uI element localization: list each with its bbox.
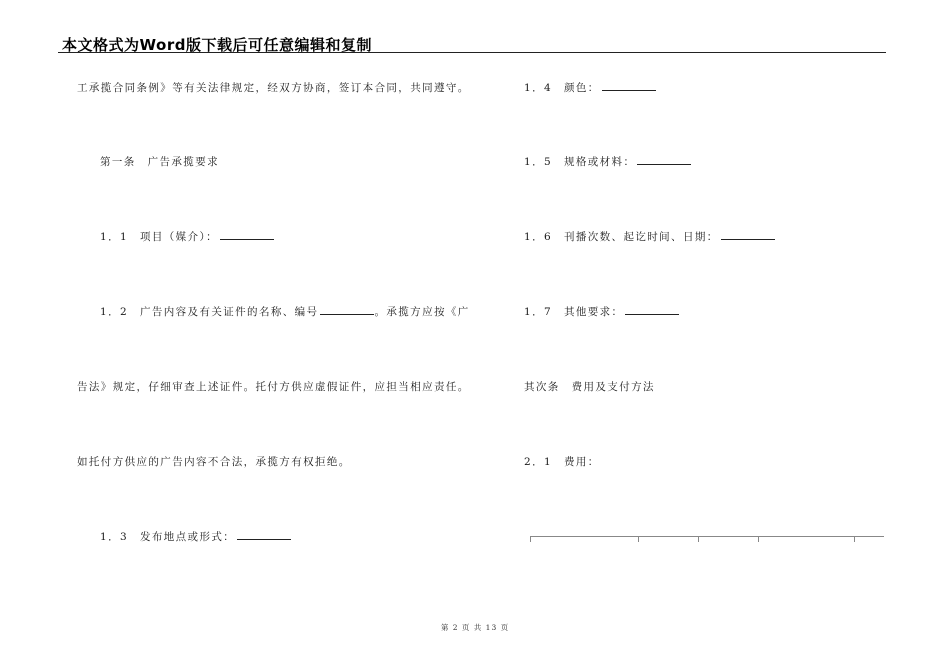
item-1-7 [524, 304, 679, 319]
item-1-7-label: 1．7 其他要求： [524, 306, 624, 318]
blank-field [637, 154, 691, 165]
article-2-heading: 其次条 费用及支付方法 [524, 381, 655, 393]
left-line-1: 工承揽合同条例》等有关法律规定，经双方协商，签订本合同，共同遵守。 [77, 82, 470, 94]
fee-table-column-divider [854, 536, 855, 542]
item-1-6-label: 1．6 刊播次数、起讫时间、日期： [524, 231, 719, 243]
left-line-6: 如托付方供应的广告内容不合法，承揽方有权拒绝。 [77, 456, 351, 468]
item-1-2-label: 1．2 广告内容及有关证件的名称、编号 [100, 306, 319, 318]
document-header-title: 本文格式为Word版下载后可任意编辑和复制 [62, 36, 372, 54]
item-2-1: 2．1 费用： [524, 456, 600, 468]
item-1-2 [100, 304, 470, 319]
item-1-1 [100, 229, 274, 244]
blank-field [237, 529, 291, 540]
item-1-4 [524, 80, 656, 95]
fee-table-top-border [530, 536, 884, 537]
blank-field [721, 229, 775, 240]
item-1-3-label: 1．3 发布地点或形式： [100, 531, 236, 543]
fee-table-column-divider [638, 536, 639, 542]
fee-table-column-divider [758, 536, 759, 542]
item-1-1-label: 1．1 项目（媒介）： [100, 231, 219, 243]
item-1-6 [524, 229, 775, 244]
item-1-5 [524, 154, 691, 169]
header-divider [58, 52, 886, 53]
blank-field [625, 304, 679, 315]
blank-field [220, 229, 274, 240]
item-1-4-label: 1．4 颜色： [524, 82, 600, 94]
fee-table-column-divider [530, 536, 531, 542]
fee-table-column-divider [698, 536, 699, 542]
item-1-5-label: 1．5 规格或材料： [524, 156, 636, 168]
left-line-5: 告法》规定，仔细审查上述证件。托付方供应虚假证件，应担当相应责任。 [77, 381, 470, 393]
page-number: 第 2 页 共 13 页 [440, 623, 510, 632]
item-1-3 [100, 529, 291, 544]
article-1-heading: 第一条 广告承揽要求 [100, 156, 219, 168]
blank-field [602, 80, 656, 91]
blank-field [320, 304, 374, 315]
item-1-2-tail: 。承揽方应按《广 [374, 306, 470, 318]
